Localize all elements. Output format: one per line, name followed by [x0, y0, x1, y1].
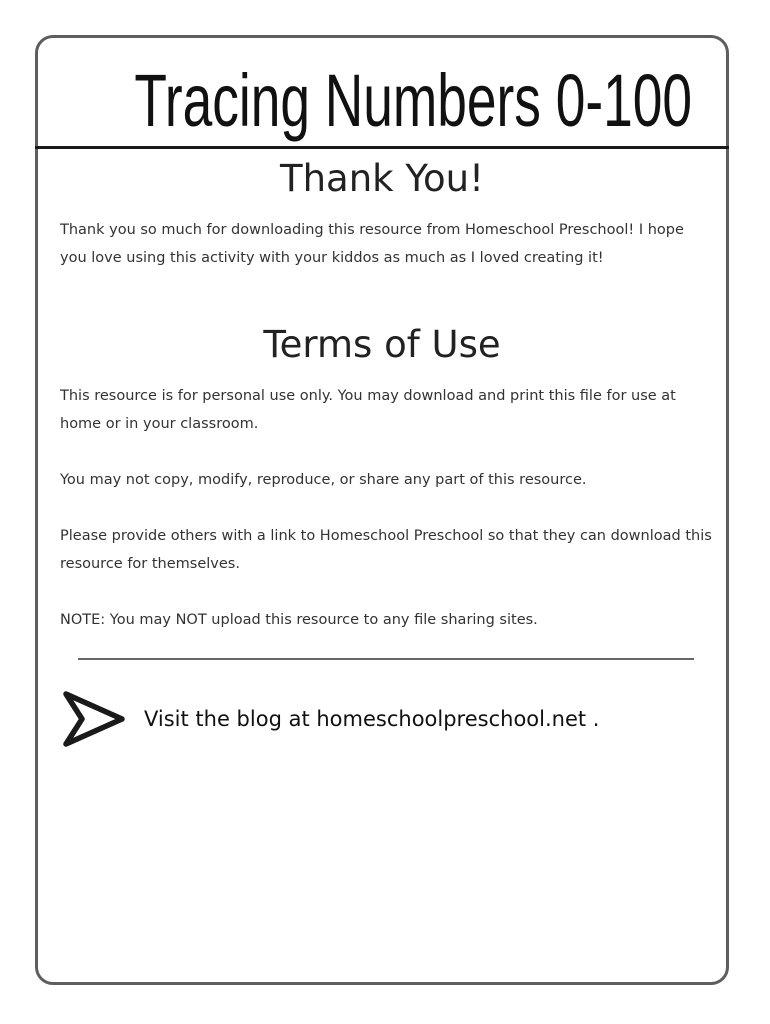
page-frame	[35, 35, 729, 985]
arrow-right-icon	[60, 688, 128, 750]
thank-you-text: Thank you so much for downloading this resource from Homeschool Preschool! I hope you love using this activity with your kiddos as much as I loved creating it!	[60, 222, 684, 266]
terms-paragraph-note: NOTE: You may NOT upload this resource to any file sharing sites.	[60, 612, 538, 628]
terms-paragraph-no-copy: You may not copy, modify, reproduce, or share any part of this resource.	[60, 472, 587, 488]
title-divider	[35, 146, 729, 149]
terms-paragraph-share-link: Please provide others with a link to Homeschool Preschool so that they can download this resource for themselves.	[60, 528, 712, 572]
terms-paragraph-personal-use: This resource is for personal use only. You may download and print this file for use at home or in your classroom.	[60, 388, 676, 432]
terms-heading: Terms of Use	[263, 323, 501, 366]
page-title: Tracing Numbers 0-100	[134, 59, 693, 142]
visit-blog-row	[60, 688, 700, 752]
thank-you-heading: Thank You!	[280, 157, 484, 200]
visit-blog-link[interactable]: Visit the blog at homeschoolpreschool.net .	[144, 707, 600, 731]
section-divider	[78, 658, 694, 660]
